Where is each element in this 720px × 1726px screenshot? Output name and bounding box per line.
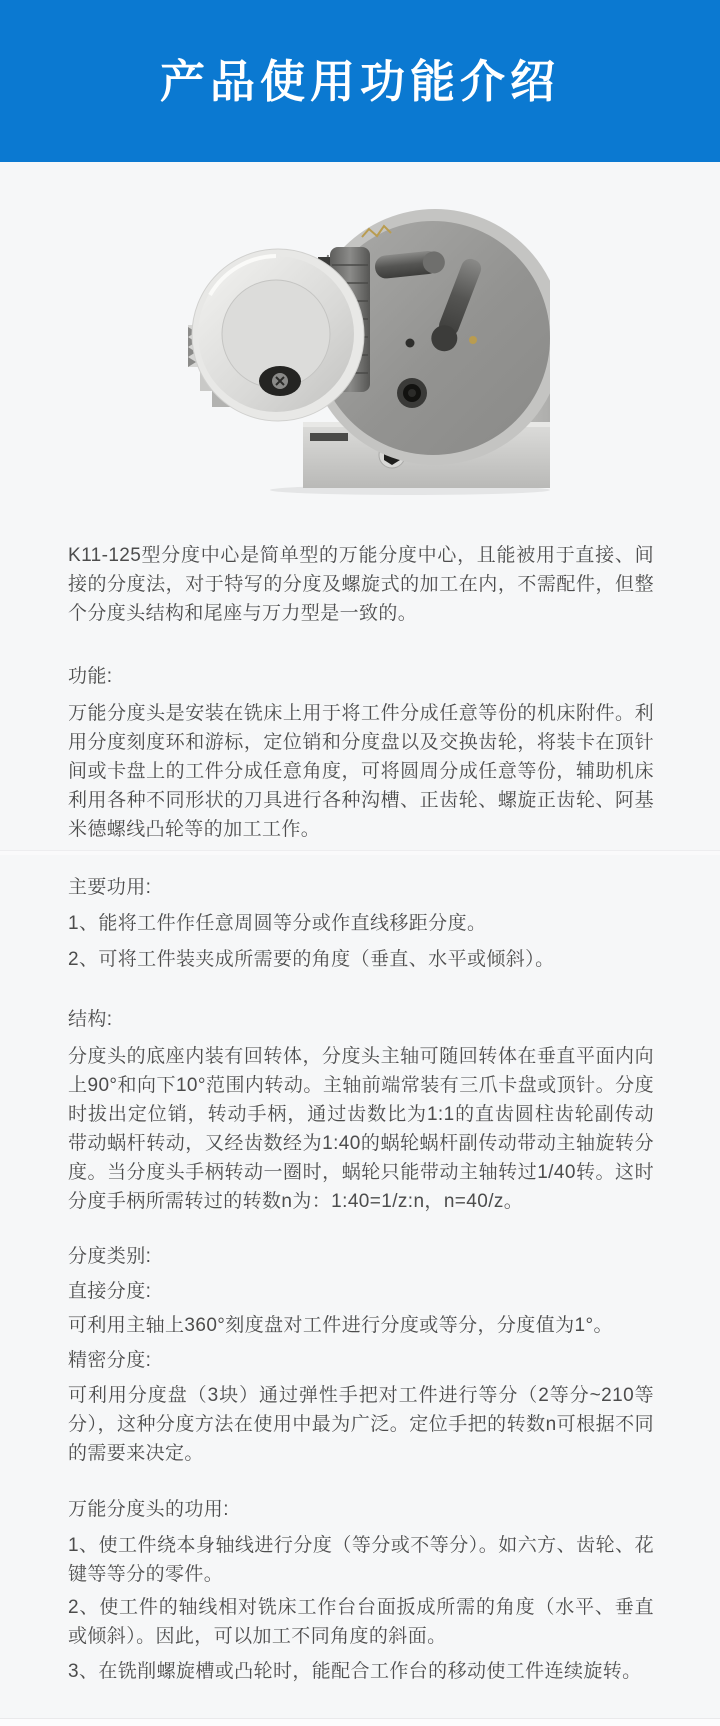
gongneng-body: 万能分度头是安装在铣床上用于将工件分成任意等份的机床附件。利用分度刻度环和游标，定位销和分度盘以及交换齿轮，将装卡在顶针间或卡盘上的工件分成任意角度，可将圆周分成任意等份，辅助机床利用各种不同形状的刀具进行各种沟槽、正齿轮、螺旋正齿轮、阿基米德螺线凸轮等的加工工作。	[68, 703, 654, 840]
jiegou-body: 分度头的底座内装有回转体，分度头主轴可随回转体在垂直平面内向上90°和向下10°范围内转动。主轴前端常装有三爪卡盘或顶针。分度时拔出定位销，转动手柄，通过齿数比为1:1的直齿圆柱齿轮副传动带动蜗杆转动，又经齿数经为1:40的蜗轮蜗杆副传动带动主轴旋转分度。当分度头手柄转动一圈时，蜗轮只能带动主轴转过1/40转。这时分度手柄所需转过的转数n为：1:40=1/z:n，n=40/z。	[68, 1046, 654, 1212]
bottom-divider	[0, 1718, 720, 1726]
gongneng-heading: 功能:	[68, 666, 113, 687]
gongyong-heading: 万能分度头的功用:	[68, 1499, 229, 1520]
section-divider	[0, 850, 720, 855]
gongyong-item-2: 2、使工件的轴线相对铣床工作台台面扳成所需的角度（水平、垂直或倾斜）。因此，可以加工不同角度的斜面。	[68, 1597, 654, 1647]
dividing-head-illustration	[170, 195, 550, 495]
jingmi-body: 可利用分度盘（3块）通过弹性手把对工件进行等分（2等分~210等分），这种分度方法在使用中最为广泛。定位手把的转数n可根据不同的需要来决定。	[68, 1385, 654, 1464]
zhuyao-item-1: 1、能将工件作任意周圆等分或作直线移距分度。	[68, 913, 487, 934]
leibie-heading: 分度类别:	[68, 1246, 152, 1267]
zhuyao-heading: 主要功用:	[68, 877, 152, 898]
page-title: 产品使用功能介绍	[159, 55, 560, 107]
jiegou-heading: 结构:	[68, 1009, 113, 1030]
product-photo	[0, 162, 720, 495]
banner	[0, 0, 720, 162]
gongyong-item-1: 1、使工件绕本身轴线进行分度（等分或不等分）。如六方、齿轮、花键等等分的零件。	[68, 1535, 654, 1585]
intro-paragraph: K11-125型分度中心是简单型的万能分度中心，且能被用于直接、间接的分度法，对于特写的分度及螺旋式的加工在内，不需配件，但整个分度头结构和尾座与万力型是一致的。	[68, 545, 654, 624]
zhijie-heading: 直接分度:	[68, 1281, 152, 1302]
zhuyao-item-2: 2、可将工件装夹成所需要的角度（垂直、水平或倾斜）。	[68, 949, 555, 970]
chuck-key-socket	[259, 366, 301, 396]
three-jaw-chuck	[188, 249, 364, 421]
zhijie-body: 可利用主轴上360°刻度盘对工件进行分度或等分，分度值为1°。	[68, 1315, 613, 1336]
jingmi-heading: 精密分度:	[68, 1350, 152, 1371]
gongyong-item-3: 3、在铣削螺旋槽或凸轮时，能配合工作台的移动使工件连续旋转。	[68, 1661, 642, 1682]
